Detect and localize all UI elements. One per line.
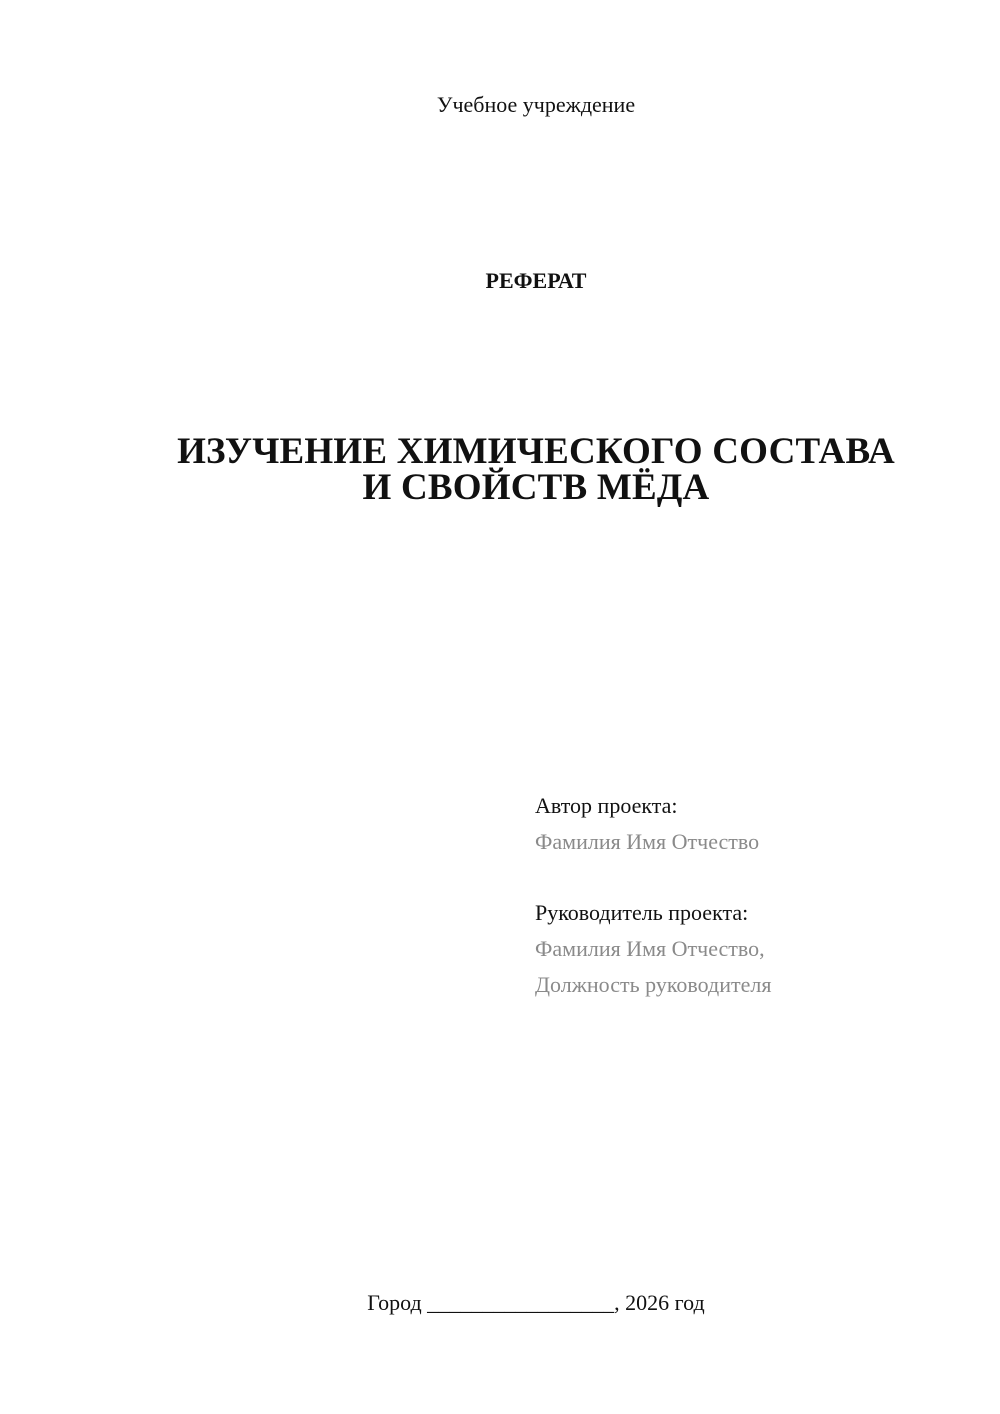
author-label: Автор проекта:: [535, 793, 678, 818]
supervisor-label: Руководитель проекта:: [535, 900, 749, 925]
title-line-2: И СВОЙСТВ МЁДА: [362, 467, 710, 508]
project-info-block: [535, 788, 771, 1003]
document-title: [100, 431, 972, 508]
document-type: РЕФЕРАТ: [485, 268, 587, 293]
author-name: Фамилия Имя Отчество: [535, 829, 760, 854]
city-year-line: Город _________________, 2026 год: [367, 1290, 705, 1315]
supervisor-position: Должность руководителя: [535, 972, 772, 997]
title-line-1: ИЗУЧЕНИЕ ХИМИЧЕСКОГО СОСТАВА: [177, 431, 895, 472]
supervisor-name: Фамилия Имя Отчество,: [535, 936, 765, 961]
institution-name: Учебное учреждение: [436, 92, 636, 117]
